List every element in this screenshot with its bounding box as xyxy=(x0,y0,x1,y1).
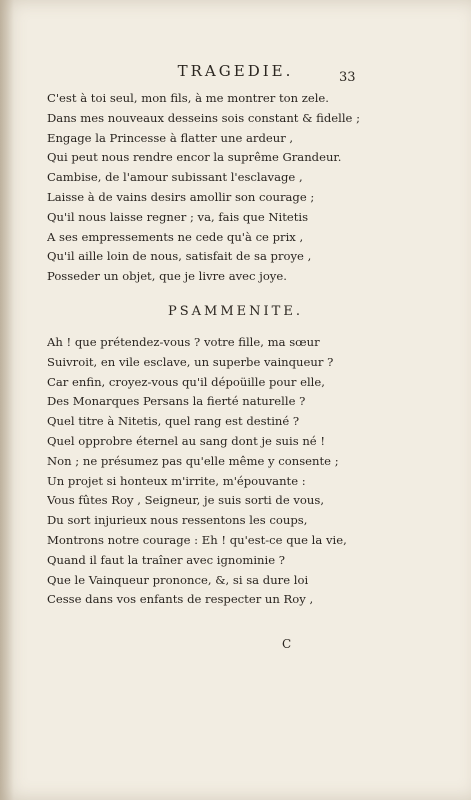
verse-line: Que le Vainqueur prononce, &, si sa dure loi xyxy=(47,572,309,587)
speaker-name: PSAMMENITE. xyxy=(168,304,303,319)
verse-line: Suivroit, en vile esclave, un superbe vainqueur ? xyxy=(47,354,334,369)
verse-line: Engage la Princesse à flatter une ardeur , xyxy=(47,130,294,145)
verse-line: Non ; ne présumez pas qu'elle même y consente ; xyxy=(47,453,339,468)
verse-line: Quel opprobre éternel au sang dont je suis né ! xyxy=(47,433,326,448)
verse-line: Posseder un objet, que je livre avec joye. xyxy=(47,269,287,284)
verse-line: Qui peut nous rendre encor la suprême Grandeur. xyxy=(47,150,342,165)
verse-line: Un projet si honteux m'irrite, m'épouvante : xyxy=(47,473,306,488)
verse-line: Ah ! que prétendez-vous ? votre fille, ma sœur xyxy=(47,335,320,349)
verse-line: Qu'il nous laisse regner ; va, fais que Nitetis xyxy=(47,209,309,224)
verse-line: Car enfin, croyez-vous qu'il dépoüille pour elle, xyxy=(47,374,325,389)
verse-line: Montrons notre courage : Eh ! qu'est-ce que la vie, xyxy=(47,532,347,547)
verse-block-1 xyxy=(47,89,377,287)
verse-line: Cesse dans vos enfants de respecter un Roy , xyxy=(47,592,314,607)
verse-line: Cambise, de l'amour subissant l'esclavage , xyxy=(47,170,303,185)
verse-block-2 xyxy=(47,333,377,610)
verse-line: Des Monarques Persans la fierté naturelle ? xyxy=(47,394,306,409)
verse-line: A ses empressements ne cede qu'à ce prix , xyxy=(47,229,304,244)
verse-line: Dans mes nouveaux desseins sois constant & fidelle ; xyxy=(47,110,361,125)
verse-line: Laisse à de vains desirs amollir son courage ; xyxy=(47,189,315,204)
verse-line: Du sort injurieux nous ressentons les coups, xyxy=(47,513,308,528)
verse-line: Quand il faut la traîner avec ignominie ? xyxy=(47,552,285,567)
verse-line: Qu'il aille loin de nous, satisfait de sa proye , xyxy=(47,249,312,264)
page-gutter-shadow xyxy=(0,0,14,800)
running-title: TRAGEDIE. xyxy=(177,62,294,80)
catchword: C xyxy=(282,637,292,651)
verse-line: Vous fûtes Roy , Seigneur, je suis sorti de vous, xyxy=(47,493,325,508)
verse-line: Quel titre à Nitetis, quel rang est destiné ? xyxy=(47,414,300,429)
verse-line: C'est à toi seul, mon fils, à me montrer ton zele. xyxy=(47,91,329,105)
page-number: 33 xyxy=(339,70,356,85)
